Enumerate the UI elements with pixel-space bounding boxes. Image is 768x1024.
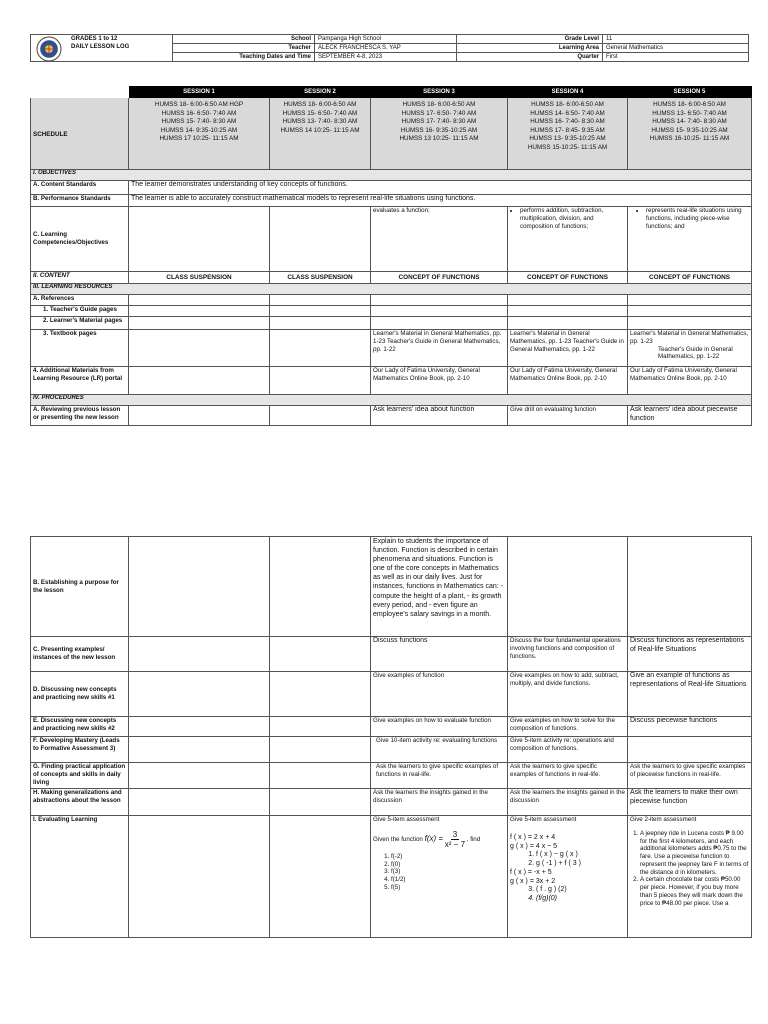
schedule-s1-line: HUMSS 14- 9:35-10:25 AM <box>160 126 238 134</box>
schedule-s4 <box>508 98 628 170</box>
presenting-s3: Discuss functions <box>371 637 508 672</box>
schedule-s2-line: HUMSS 14 10:25- 11:15 AM <box>280 126 360 134</box>
content-s5: CONCEPT OF FUNCTIONS <box>628 272 752 284</box>
evaluating-s4 <box>508 816 628 938</box>
competency-bullet: • performs addition, subtraction, multiplication, division, and composition of functions; <box>520 207 625 230</box>
schedule-s5-line: HUMSS 16-10:25- 11:15 AM <box>649 135 730 142</box>
session-5-header: SESSION 5 <box>628 87 752 98</box>
header-block <box>30 34 748 68</box>
equation-line: f ( x ) = -x + 5 <box>510 868 552 876</box>
schedule-s5-line: HUMSS 14- 7:40- 8:30 AM <box>652 118 727 125</box>
resources-heading: III. LEARNING RESOURCES <box>31 284 752 295</box>
list-item: 2. A certain chocolate bar costs ₱50.00 per piece. However, if you buy more than 5 pieces they will mark down the price to ₱48.00 per piece. Use a <box>640 876 749 907</box>
grade-label: Grade Level <box>457 35 603 44</box>
textbook-label: 3. Textbook pages <box>31 330 129 367</box>
form-title-line-1: GRADES 1 to 12 <box>71 36 118 42</box>
schedule-label: SCHEDULE <box>31 98 129 170</box>
textbook-s5-line-2: Teacher's Guide in General Mathematics, pp. 1-22 <box>658 345 733 361</box>
schedule-s3-line: HUMSS 17- 6:50- 7:40 AM <box>401 109 477 117</box>
area-label: Learning Area <box>457 44 603 53</box>
discussing-2-s3: Give examples on how to evaluate function <box>371 717 508 737</box>
mastery-s3: Give 10-item activity re: evaluating functions <box>371 737 508 763</box>
evaluating-s4-items-b <box>510 886 625 904</box>
reviewing-label: A. Reviewing previous lesson or presenting the new lesson <box>31 406 129 426</box>
application-label: G. Finding practical application of concepts and skills in daily living <box>31 763 129 789</box>
competencies-s4 <box>508 207 628 272</box>
content-standards-label: A. Content Standards <box>31 181 129 195</box>
competencies-s5 <box>628 207 752 272</box>
function-name: f(x) = <box>424 833 444 843</box>
schedule-s1 <box>129 98 270 170</box>
content-s2: CLASS SUSPENSION <box>270 272 371 284</box>
evaluating-label: I. Evaluating Learning <box>31 816 129 938</box>
presenting-s5: Discuss functions as representations of Real-life Situations <box>628 637 752 672</box>
equation-line: f ( x ) = 2 x + 4 <box>510 833 556 841</box>
evaluating-s3-items <box>373 853 505 892</box>
schedule-s1-line: HUMSS 18- 6:00-6:50 AM HGP <box>154 101 244 108</box>
procedures-heading: IV. PROCEDURES <box>31 395 752 406</box>
learners-material-label: 2. Learner's Material pages <box>31 317 129 330</box>
fraction-numerator: 3 <box>452 829 458 839</box>
list-item: 2. f(0) <box>391 861 505 869</box>
schedule-s5-line: HUMSS 13- 6:50- 7:40 AM <box>652 109 727 117</box>
schedule-s5-line: HUMSS 18- 6:00-6:50 AM <box>653 101 726 108</box>
schedule-s2 <box>270 98 371 170</box>
dates-label: Teaching Dates and Time <box>173 53 315 62</box>
generalization-s5: Ask the learners to make their own piecewise function <box>628 789 752 816</box>
references-label: A. References <box>31 295 129 306</box>
evaluating-s4-title: Give 5-item assessment <box>510 816 577 823</box>
textbook-s4: Learner's Material in General Mathematics, pp. 1-23 Teacher's Guide in General Mathematics, pp. 1-22 <box>508 330 628 367</box>
content-s1: CLASS SUSPENSION <box>129 272 270 284</box>
evaluating-s5-items <box>630 830 749 908</box>
list-item: 2. g ( -1 ) + f ( 3 ) <box>536 860 625 869</box>
evaluating-s5-title: Give 2-item assessment <box>630 816 697 823</box>
list-item: 1. f ( x ) − g ( x ) <box>536 851 625 860</box>
quarter-label: Quarter <box>457 53 603 62</box>
textbook-s5 <box>628 330 752 367</box>
reviewing-s5: Ask learners' idea about piecewise function <box>628 406 752 426</box>
schedule-s3-line: HUMSS 13 10:25- 11:15 AM <box>399 135 479 142</box>
schedule-s3-line: HUMSS 17- 7:40- 8:30 AM <box>401 118 477 125</box>
list-item: 4. (f/g)(0) <box>536 895 625 904</box>
schedule-s3-line: HUMSS 16- 9:35-10:25 AM <box>400 126 478 134</box>
discussing-2-s5: Discuss piecewise functions <box>628 717 752 737</box>
discussing-1-s3: Give examples of function <box>371 672 508 717</box>
competencies-s2 <box>270 207 371 272</box>
session-1-header: SESSION 1 <box>129 87 270 98</box>
application-s5: Ask the learners to give specific examples of piecewise functions in real-life. <box>628 763 752 789</box>
additional-s3: Our Lady of Fatima University, General Mathematics Online Book, pp. 2-10 <box>371 367 508 395</box>
fraction-denominator: x² − 7 <box>444 839 466 849</box>
presenting-label: C. Presenting examples/ instances of the new lesson <box>31 637 129 672</box>
list-item: 3. ( f . g ) (2) <box>536 886 625 895</box>
competencies-s3: evaluates a function; <box>371 207 508 272</box>
additional-s4: Our Lady of Fatima University, General Mathematics Online Book, pp. 2-10 <box>508 367 628 395</box>
evaluating-s3-given <box>373 830 505 849</box>
mastery-label: F. Developing Mastery (Leads to Formative Assessment 3) <box>31 737 129 763</box>
evaluating-s4-items-a <box>510 851 625 869</box>
schedule-s5 <box>628 98 752 170</box>
list-item: 1. A jeepney ride in Lucena costs ₱ 9.00 for the first 4 kilometers, and each additional kilometers adds ₱0.75 to the fare. Use a piecewise function to represent the jeepney fare F in terms of the distance d in kilometers. <box>640 830 749 877</box>
function-fraction <box>445 830 465 849</box>
quarter-value: First <box>603 53 749 62</box>
schedule-s1-line: HUMSS 16- 6:50- 7:40 AM <box>161 109 237 117</box>
list-item: 3. f(3) <box>391 868 505 876</box>
grade-value: 11 <box>603 35 749 44</box>
equation-line: g ( x ) = 4 x − 5 <box>510 842 558 850</box>
schedule-s4-line: HUMSS 14- 6:50- 7:40 AM <box>530 109 605 117</box>
lesson-log-table-1 <box>30 86 752 426</box>
schedule-s1-line: HUMSS 17 10:25- 11:15 AM <box>159 135 239 142</box>
competencies-s1 <box>129 207 270 272</box>
schedule-s4-line: HUMSS 13- 9:35-10:25 AM <box>529 135 606 142</box>
application-s3: Ask the learners to give specific examples of functions in real-life. <box>371 763 508 789</box>
equation-line: g ( x ) = 3x + 2 <box>510 877 556 885</box>
discussing-1-label: D. Discussing new concepts and practicing new skills #1 <box>31 672 129 717</box>
content-standards-value: The learner demonstrates understanding of key concepts of functions. <box>129 181 752 195</box>
evaluating-s3-title: Give 5-item assessment <box>373 816 440 823</box>
school-value: Pampanga High School <box>315 35 457 44</box>
performance-standards-value: The learner is able to accurately construct mathematical models to represent real-life situations using functions. <box>129 195 752 207</box>
discussing-2-s4: Give examples on how to solve for the composition of functions. <box>508 717 628 737</box>
area-value: General Mathematics <box>603 44 749 53</box>
performance-standards-label: B. Performance Standards <box>31 195 129 207</box>
reviewing-s4: Give drill on evaluating function <box>508 406 628 426</box>
dates-value: SEPTEMBER 4-8, 2023 <box>315 53 457 62</box>
textbook-s5-line-1: Learner's Material in General Mathematics, pp. 1-23 <box>630 330 749 345</box>
additional-s5: Our Lady of Fatima University, General Mathematics Online Book, pp. 2-10 <box>628 367 752 395</box>
teacher-label: Teacher <box>173 44 315 53</box>
competencies-label: C. Learning Competencies/Objectives <box>31 207 129 272</box>
content-s4: CONCEPT OF FUNCTIONS <box>508 272 628 284</box>
schedule-s2-line: HUMSS 15- 6:50- 7:40 AM <box>282 109 358 117</box>
session-3-header: SESSION 3 <box>371 87 508 98</box>
objectives-heading: I. OBJECTIVES <box>31 170 752 181</box>
schedule-s4-line: HUMSS 17- 8:45- 9:35 AM <box>530 126 605 134</box>
schedule-s3-line: HUMSS 18- 6:00-6:50 AM <box>402 101 476 108</box>
schedule-s2-line: HUMSS 18- 6:00-6:50 AM <box>283 101 357 108</box>
session-4-header: SESSION 4 <box>508 87 628 98</box>
teacher-value: ALECK FRANCHESCA S. YAP <box>315 44 457 53</box>
form-title <box>31 35 173 62</box>
schedule-s5-line: HUMSS 15- 9:35-10:25 AM <box>651 126 728 134</box>
discussing-1-s4: Give examples on how to add, subtract, multiply, and divide functions. <box>508 672 628 717</box>
list-item: 5. f(5) <box>391 884 505 892</box>
schedule-s1-line: HUMSS 15- 7:40- 8:30 AM <box>161 118 237 125</box>
content-s3: CONCEPT OF FUNCTIONS <box>371 272 508 284</box>
school-label: School <box>173 35 315 44</box>
list-item: 1. f(-2) <box>391 853 505 861</box>
blank-corner <box>31 87 129 98</box>
session-2-header: SESSION 2 <box>270 87 371 98</box>
schedule-s4-line: HUMSS 18- 6:00-6:50 AM <box>531 101 604 108</box>
application-s4: Ask the learners to give specific examples of functions in real-life. <box>508 763 628 789</box>
discussing-2-label: E. Discussing new concepts and practicing new skills #2 <box>31 717 129 737</box>
generalization-label: H. Making generalizations and abstractions about the lesson <box>31 789 129 816</box>
find-text: , find <box>466 835 481 843</box>
presenting-s4: Discuss the four fundamental operations involving functions and composition of functions. <box>508 637 628 672</box>
schedule-s4-line: HUMSS 15-10:25- 11:15 AM <box>527 143 608 151</box>
additional-materials-label: 4. Additional Materials from Learning Resource (LR) portal <box>31 367 129 395</box>
schedule-s3 <box>371 98 508 170</box>
schedule-row <box>31 98 752 170</box>
discussing-1-s5: Give an example of functions as representations of Real-life Situations <box>628 672 752 717</box>
schedule-s2-line: HUMSS 13- 7:40- 8:30 AM <box>282 118 358 125</box>
lesson-log-table-2 <box>30 536 752 938</box>
list-item: 4. f(1/2) <box>391 876 505 884</box>
generalization-s3: Ask the learners the insights gained in the discussion <box>371 789 508 816</box>
content-heading: II. CONTENT <box>31 272 129 284</box>
mastery-s4: Give 5-item activity re: operations and composition of functions. <box>508 737 628 763</box>
reviewing-s3: Ask learners' idea about function <box>371 406 508 426</box>
purpose-s3: Explain to students the importance of function. Function is described in certain phenomena and situations. Function is one of the core concepts in Mathematics as well as in our daily lives. Just for instances, functions in Mathematics can: - compute the height of a plant, - its growth every period, and - even figure an employee's salary savings in a month. <box>371 537 508 637</box>
given-text: Given the function <box>373 835 423 843</box>
teachers-guide-label: 1. Teacher's Guide pages <box>31 306 129 317</box>
purpose-label: B. Establishing a purpose for the lesson <box>31 537 129 637</box>
evaluating-s5 <box>628 816 752 938</box>
evaluating-s3 <box>371 816 508 938</box>
schedule-s4-line: HUMSS 16- 7:40- 8:30 AM <box>530 118 605 125</box>
form-title-line-2: DAILY LESSON LOG <box>71 44 130 50</box>
textbook-s3: Learner's Material in General Mathematics, pp. 1-23 Teacher's Guide in General Mathematics, pp. 1-22 <box>371 330 508 367</box>
competency-bullet: • represents real-life situations using functions, including piece-wise functions; and <box>646 207 749 230</box>
generalization-s4: Ask the learners the insights gained in the discussion <box>508 789 628 816</box>
